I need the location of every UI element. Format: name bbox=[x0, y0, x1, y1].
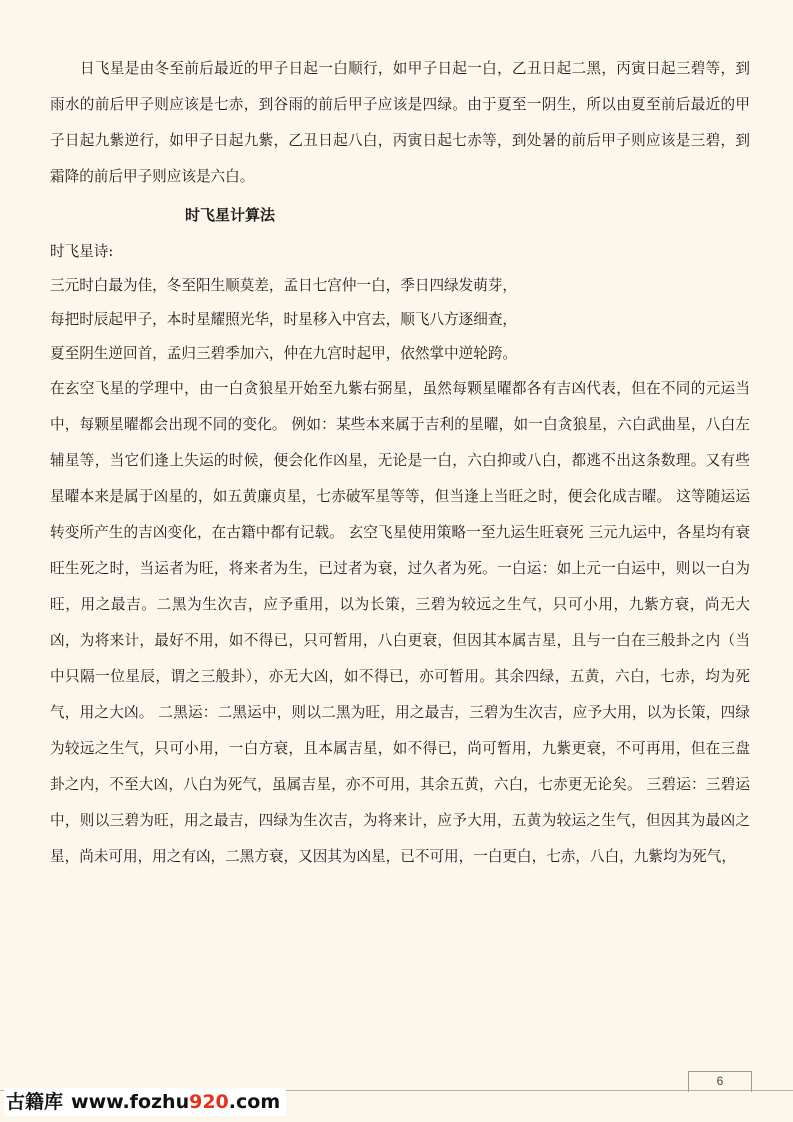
document-page bbox=[50, 51, 750, 875]
site-watermark bbox=[4, 1088, 286, 1116]
watermark-url-prefix: www.fozhu bbox=[71, 1091, 190, 1113]
watermark-url-suffix: .com bbox=[228, 1091, 281, 1113]
section-title: 时飞星计算法 bbox=[185, 206, 276, 224]
intro-paragraph: 日飞星是由冬至前后最近的甲子日起一白顺行，如甲子日起一白，乙丑日起二黑，丙寅日起三碧等，到雨水的前后甲子则应该是七赤，到谷雨的前后甲子应该是四绿。由于夏至一阴生，所以由夏至前后最近的甲子日起九紫逆行，如甲子日起九紫，乙丑日起八白，丙寅日起七赤等，到处暑的前后甲子则应该是三碧，到霜降的前后甲子则应该是六白。 bbox=[50, 60, 750, 185]
watermark-name: 古籍库 bbox=[6, 1091, 64, 1113]
page-number: 6 bbox=[688, 1071, 752, 1092]
body-paragraph: 在玄空飞星的学理中，由一白贪狼星开始至九紫右弼星，虽然每颗星曜都各有吉凶代表，但在不同的元运当中，每颗星曜都会出现不同的变化。 例如：某些本来属于吉利的星曜，如一白贪狼星，六白武曲星，八白左辅星等，当它们逢上失运的时候，便会化作凶星，无论是一白，六白抑或八白，都逃不出这条数理。又有些星曜本来是属于凶星的，如五黄廉贞星，七赤破军星等等，但当逢上当旺之时，便会化成吉曜。 这等随运运转变所产生的吉凶变化，在古籍中都有记载。 玄空飞星使用策略一至九运生旺衰死 三元九运中，各星均有衰旺生死之时，当运者为旺，将来者为生，已过者为衰，过久者为死。一白运：如上元一白运中，则以一白为旺，用之最吉。二黑为生次吉，应予重用，以为长策，三碧为较远之生气，只可小用，九紫方衰，尚无大凶，为将来计，最好不用，如不得已，只可暂用，八白更衰，但因其本属吉星，且与一白在三般卦之内（当中只隔一位星辰，谓之三般卦），亦无大凶，如不得已，亦可暂用。其余四绿，五黄，六白，七赤，均为死气，用之大凶。 二黑运：二黑运中，则以二黑为旺，用之最吉，三碧为生次吉，应予大用，以为长策，四绿为较远之生气，只可小用，一白方衰，且本属吉星，如不得已，尚可暂用，九紫更衰，不可再用，但在三盘卦之内，不至大凶，八白为死气，虽属吉星，亦不可用，其余五黄，六白，七赤更无论矣。 三碧运：三碧运中，则以三碧为旺，用之最吉，四绿为生次吉，为将来计，应予大用，五黄为较运之生气，但因其为最凶之星，尚未可用，用之有凶，二黑方衰，又因其为凶星，已不可用，一白更白，七赤，八白，九紫均为死气， bbox=[50, 380, 750, 865]
poem-line-1: 三元时白最为佳，冬至阳生顺莫差，孟日七宫仲一白，季日四绿发萌芽， bbox=[50, 277, 518, 294]
poem-heading: 时飞星诗: bbox=[50, 243, 114, 260]
poem-line-3: 夏至阴生逆回首，孟归三碧季加六，仲在九宫时起甲，依然掌中逆轮跨。 bbox=[50, 345, 518, 362]
watermark-url-number: 920 bbox=[189, 1091, 229, 1113]
poem-line-2: 每把时辰起甲子，本时星耀照光华，时星移入中宫去，顺飞八方逐细查， bbox=[50, 311, 518, 328]
